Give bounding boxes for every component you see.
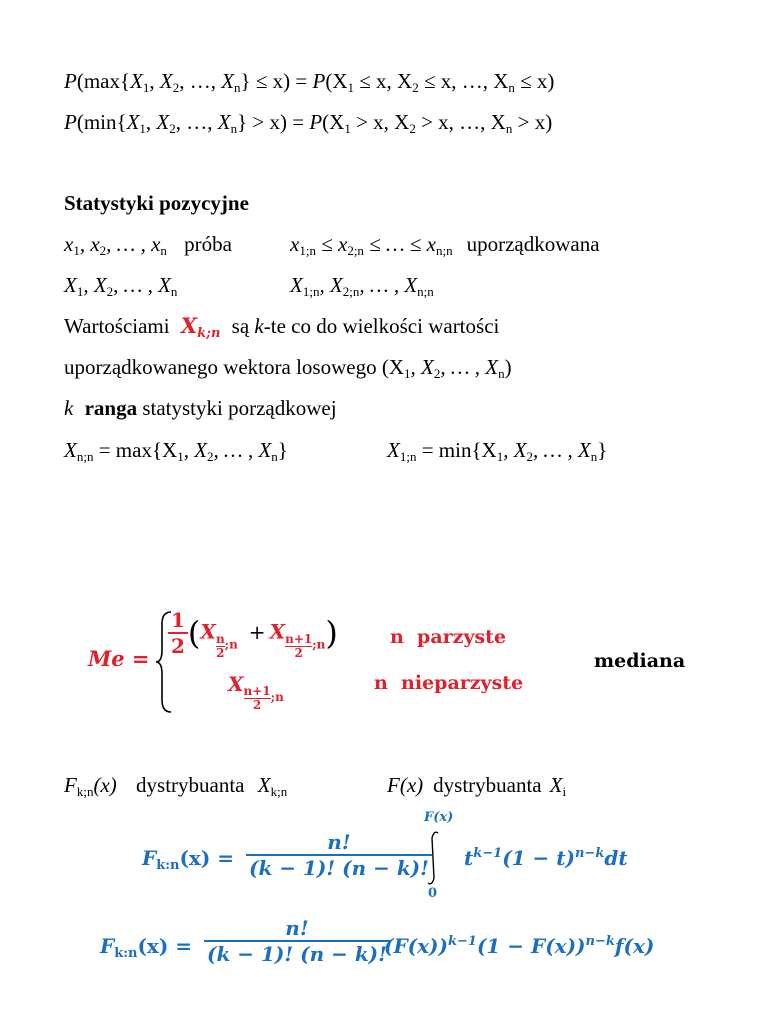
min-func: (min{ [76, 110, 127, 134]
var-x2: X [156, 110, 170, 134]
cdf-label: dystrybuanta [433, 773, 542, 797]
upper-limit: F(x) [424, 810, 454, 825]
close-paren: ) [325, 614, 338, 652]
rhs-mid: > x, …, X [415, 110, 506, 134]
sub: 1 [496, 449, 504, 464]
values-line [64, 313, 499, 339]
median-lhs: Me = [88, 646, 150, 671]
sub: 1;n [299, 243, 316, 258]
var-x: x [290, 232, 300, 256]
open-paren: ( [187, 614, 201, 652]
sub: 1 [139, 121, 146, 136]
var-k: k [64, 396, 74, 420]
sep: , … , X [113, 273, 171, 297]
var-k: k [254, 314, 264, 338]
var-x: X [64, 273, 77, 297]
text: Wartościami [64, 314, 170, 338]
integral-sign [426, 830, 440, 886]
sub: k;n [270, 784, 288, 799]
random-variables-line [64, 272, 704, 298]
sub: n [170, 284, 178, 299]
exponent: n−k [585, 934, 615, 949]
text: ) [504, 355, 512, 379]
prob-symbol: P [64, 110, 77, 134]
sub: 1 [403, 366, 411, 381]
rhs-mid: ≤ x, X [354, 69, 413, 93]
var-f: F [64, 773, 77, 797]
text: = max{X [93, 438, 178, 462]
one-minus-f: (1 − F(x)) [476, 934, 586, 958]
sub: 2 [172, 80, 180, 95]
sub-den: 2 [216, 645, 225, 660]
var-xn: X [217, 110, 231, 134]
plus: + [248, 619, 266, 644]
max-func: (max{ [76, 69, 131, 93]
sub: 1;n [302, 284, 320, 299]
sep: , … , X [533, 438, 591, 462]
sub: n;n [435, 243, 453, 258]
one-minus-t: (1 − t) [502, 846, 575, 870]
sub: n [505, 121, 513, 136]
integrand [464, 846, 628, 870]
sep: , … , X [213, 438, 272, 462]
arg: (x) [399, 773, 424, 797]
sub: 2 [207, 449, 214, 464]
f-power: (F(x)) [384, 934, 448, 958]
lower-limit: 0 [428, 886, 438, 901]
sub: 2 [433, 366, 441, 381]
var-x: X [64, 438, 77, 462]
sample-label: próba [184, 232, 232, 256]
var-x: , x [79, 232, 100, 256]
sub-semi-n: ;n [270, 690, 284, 704]
sep: , … , X [359, 273, 418, 297]
sub: i [562, 784, 567, 799]
sub: 1 [76, 284, 84, 299]
sub: k;n [197, 326, 221, 341]
var-x: X [290, 273, 303, 297]
sub: 2 [526, 449, 534, 464]
factorial-fraction [204, 916, 390, 966]
distribution-line [64, 772, 704, 798]
text: statystyki porządkowej [142, 396, 337, 420]
sub: n [230, 121, 238, 136]
rhs-start: (X [325, 69, 348, 93]
sub: n [271, 449, 278, 464]
var-x1: X [126, 110, 140, 134]
dt: dt [604, 846, 628, 870]
max-probability-line: $P(\max\{X_1$, $X_2$, …, $X_n\} \le x) = P(X_1 \le x$, $X_2 \le x$, …, $X_n \le x$) [64, 69, 555, 95]
var-t: t [464, 846, 474, 870]
text: = min{X [416, 438, 497, 462]
dots: , …, [175, 110, 218, 134]
sub: 2 [99, 243, 107, 258]
var-x: X [549, 773, 563, 797]
sub: 1 [73, 243, 80, 258]
rhs-start: (X [322, 110, 345, 134]
cdf-xi [387, 772, 566, 798]
sub: 2;n [342, 284, 360, 299]
vector-line [64, 354, 512, 380]
median-odd-expr [228, 672, 284, 712]
numerator: n! [327, 830, 351, 854]
sub-n-plus-1-over-2 [244, 685, 271, 712]
arg: (x) [93, 773, 117, 797]
sub: 2 [106, 284, 114, 299]
cdf-integral-formula [142, 810, 662, 906]
ordered-random [290, 272, 434, 298]
sub: n;n [417, 284, 434, 299]
sub: n;n [76, 449, 94, 464]
sub: 1 [177, 449, 184, 464]
var-f: F [387, 773, 400, 797]
median-formula [88, 600, 708, 720]
median-even-expr [168, 608, 338, 660]
leq: ≤ x [315, 232, 348, 256]
prob-symbol: P [309, 110, 323, 134]
var-x: X [269, 619, 286, 644]
exponent: k−1 [447, 934, 477, 949]
ordered-label: uporządkowana [466, 232, 600, 256]
sub-semi-n: ;n [312, 637, 326, 652]
text: } [597, 438, 608, 462]
sample-line [64, 231, 704, 257]
text: } [277, 438, 288, 462]
sub: k;n [76, 784, 94, 799]
rhs-mid: > x, X [350, 110, 410, 134]
sep: , X [503, 438, 527, 462]
sub: 2;n [347, 243, 364, 258]
text: uporządkowanego wektora losowego (X [64, 355, 404, 379]
sub: n [234, 80, 241, 95]
var-x: x [64, 232, 74, 256]
cdf-label: dystrybuanta [136, 773, 245, 797]
rank-line [64, 395, 337, 421]
median-label: mediana [594, 650, 686, 672]
sub: 1 [347, 80, 354, 95]
sep: , … , X [440, 355, 499, 379]
sub: 2 [409, 121, 416, 136]
max-min-line [64, 437, 704, 463]
sub: n [160, 243, 167, 258]
sub-n-plus-1-over-2 [285, 633, 312, 660]
sub: 2 [412, 80, 419, 95]
sub-den: 2 [252, 698, 262, 712]
denominator: (k − 1)! (n − k)! [246, 854, 432, 880]
rhs-end: ≤ x) [514, 69, 555, 93]
sub-num: n [215, 631, 225, 646]
sep: , X [319, 273, 343, 297]
dots: , …, [179, 69, 222, 93]
var-f: F [100, 934, 115, 958]
var-x1: X [130, 69, 143, 93]
rhs-end: > x) [512, 110, 553, 134]
numerator: 1 [171, 608, 185, 632]
sub: 1 [344, 121, 351, 136]
min-part [387, 437, 607, 463]
lhs-end: } ≤ x) = [240, 69, 313, 93]
density: f(x) [614, 934, 655, 958]
var-x: , … , x [106, 232, 161, 256]
sep: , X [83, 273, 107, 297]
denominator: (k − 1)! (n − k)! [204, 940, 390, 966]
text: -te co do wielkości wartości [263, 314, 500, 338]
var-x2: X [159, 69, 173, 93]
exponent: n−k [574, 846, 605, 861]
leq: ≤ … ≤ x [363, 232, 436, 256]
sub: n [498, 366, 505, 381]
rank-word: ranga [84, 396, 138, 420]
prob-symbol: P [312, 69, 326, 93]
sub: 1 [142, 80, 150, 95]
even-condition: n parzyste [390, 626, 507, 648]
power-expression [384, 934, 654, 958]
prob-symbol: P [64, 69, 77, 93]
exponent: k−1 [473, 846, 503, 861]
sub: 1;n [399, 449, 417, 464]
denominator: 2 [168, 632, 188, 658]
var-x: X [257, 773, 271, 797]
var-x: X [387, 438, 400, 462]
sub-num: n+1 [285, 631, 313, 646]
lhs-arg: (x) = [137, 934, 193, 958]
sep: , X [410, 355, 434, 379]
ordered-sample [290, 231, 600, 257]
lhs-end: } > x) = [237, 110, 310, 134]
min-probability-line: $P(\min\{X_1$, $X_2$, …, $X_n\} > x) = P(X_1 > x$, $X_2 > x$, …, $X_n > x$) [64, 110, 553, 136]
lhs [142, 846, 235, 873]
sub-den: 2 [294, 645, 303, 660]
odd-condition: n nieparzyste [374, 672, 524, 694]
sub: n [508, 80, 515, 95]
sub: k:n [156, 858, 180, 873]
cdf-power-formula [100, 912, 700, 982]
sub-num: n+1 [243, 684, 271, 698]
lhs [100, 934, 193, 961]
var-x: X [228, 672, 244, 696]
sep: , X [183, 438, 208, 462]
sub-semi-n: ;n [224, 637, 238, 652]
section-heading: Statystyki pozycyjne [64, 191, 249, 215]
sub-n-over-2 [216, 633, 225, 660]
lhs-arg: (x) = [179, 846, 235, 870]
rhs-mid: ≤ x, …, X [418, 69, 509, 93]
factorial-fraction [246, 830, 432, 880]
sub: 2 [169, 121, 176, 136]
red-statistic [180, 313, 221, 341]
one-half [168, 608, 188, 658]
numerator: n! [285, 916, 309, 940]
var-x: X [200, 619, 216, 644]
red-x: X [180, 313, 198, 338]
var-f: F [142, 846, 157, 870]
text: są [231, 314, 250, 338]
sub: k:n [114, 946, 138, 961]
var-xn: X [221, 69, 235, 93]
sub: n [590, 449, 598, 464]
